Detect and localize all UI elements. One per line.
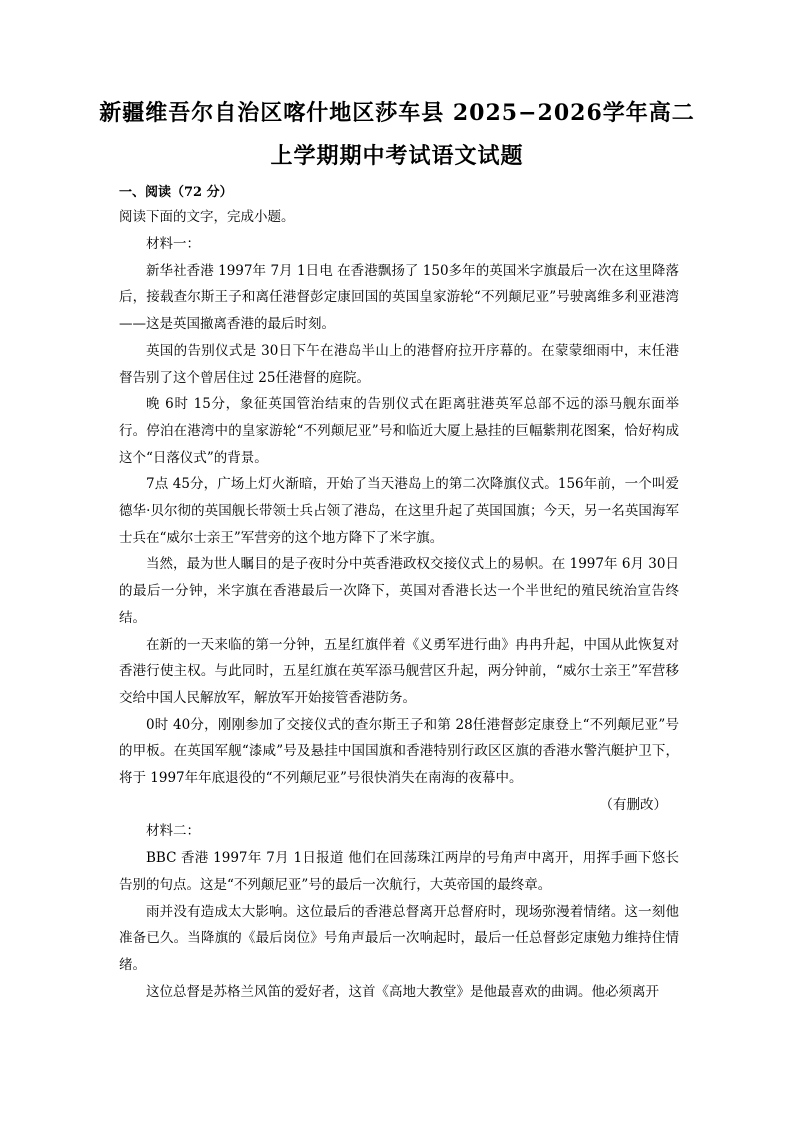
paragraph: 7点 45分，广场上灯火渐暗，开始了当天港岛上的第二次降旗仪式。156年前，一个叫爱德华·贝尔彻的英国舰长带领士兵占领了港岛，在这里升起了英国国旗；今天，另一名英国海军士兵在“威尔士亲王”军营旁的这个地方降下了米字旗。: [119, 476, 679, 546]
paragraph: BBC 香港 1997年 7月 1日报道 他们在回荡珠江两岸的号角声中离开，用挥手画下悠长告别的句点。这是“不列颠尼亚”号的最后一次航行，大英帝国的最终章。: [119, 850, 679, 893]
reading-instruction: 阅读下面的文字，完成小题。: [119, 209, 295, 225]
abridged-note: （有删改）: [599, 796, 667, 813]
paragraph: 在新的一天来临的第一分钟，五星红旗伴着《义勇军进行曲》冉冉升起，中国从此恢复对香港行使主权。与此同时，五星红旗在英军添马舰营区升起，两分钟前，“威尔士亲王”军营移交给中国人民解放军，解放军开始接管香港防务。: [119, 636, 679, 706]
paragraph: 雨并没有造成太大影响。这位最后的香港总督离开总督府时，现场弥漫着情绪。这一刻他准备已久。当降旗的《最后岗位》号角声最后一次响起时，最后一任总督彭定康勉力维持住情绪。: [119, 903, 679, 973]
paragraph: 0时 40分，刚刚参加了交接仪式的查尔斯王子和第 28任港督彭定康登上“不列颠尼亚”号的甲板。在英国军舰“漆咸”号及悬挂中国国旗和香港特别行政区区旗的香港水警汽艇护卫下，将于 1997年年底退役的“不列颠尼亚”号很快消失在南海的夜幕中。: [119, 716, 679, 787]
material-one-label: 材料一：: [146, 236, 200, 252]
paragraph: 晚 6时 15分，象征英国管治结束的告别仪式在距离驻港英军总部不远的添马舰东面举行。停泊在港湾中的皇家游轮“不列颠尼亚”号和临近大厦上悬挂的巨幅紫荆花图案，恰好构成这个“日落仪式”的背景。: [119, 396, 679, 466]
exam-title-line-1: 新疆维吾尔自治区喀什地区莎车县 2025−2026学年高二: [99, 100, 695, 126]
paragraph: 新华社香港 1997年 7月 1日电 在香港飘扬了 150多年的英国米字旗最后一次在这里降落后，接载查尔斯王子和离任港督彭定康回国的英国皇家游轮“不列颠尼亚”号驶离维多利亚港湾——这是英国撤离香港的最后时刻。: [119, 262, 679, 333]
paragraph: 英国的告别仪式是 30日下午在港岛半山上的港督府拉开序幕的。在蒙蒙细雨中，末任港督告别了这个曾居住过 25任港督的庭院。: [119, 342, 679, 386]
reading-passage: [119, 231, 679, 1005]
material-two-label: 材料二：: [146, 823, 200, 840]
exam-title-line-2: 上学期期中考试语文试题: [270, 143, 524, 169]
section-heading: 一、阅读（72 分）: [119, 185, 233, 200]
paragraph: 当然，最为世人瞩目的是子夜时分中英香港政权交接仪式上的易帜。在 1997年 6月 30日的最后一分钟，米字旗在香港最后一次降下，英国对香港长达一个半世纪的殖民统治宣告终结。: [119, 556, 679, 626]
paragraph: 这位总督是苏格兰风笛的爱好者，这首《高地大教堂》是他最喜欢的曲调。他必须离开: [146, 983, 659, 1000]
